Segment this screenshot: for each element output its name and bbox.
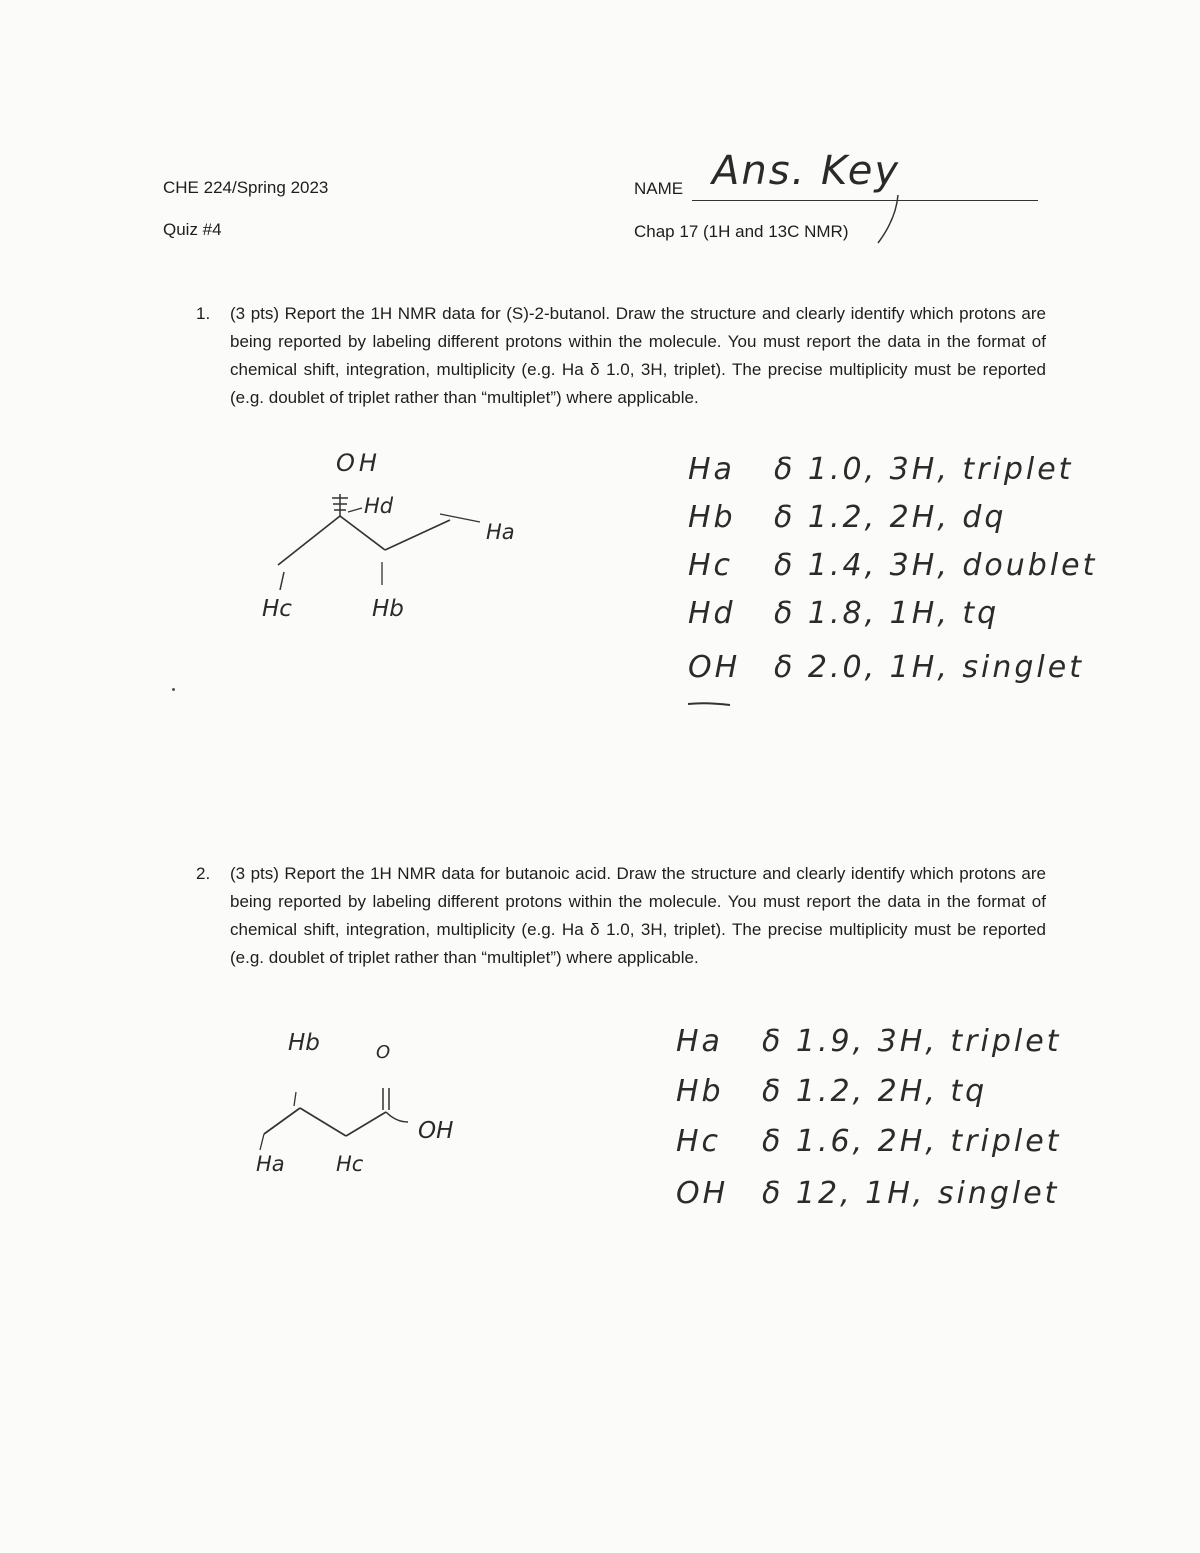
q1-answer-label: Hd	[688, 596, 736, 631]
q1-bond-c3-c4	[385, 520, 450, 550]
q2-answer-row	[676, 1074, 987, 1109]
q2-bond-c4-c3	[264, 1108, 300, 1134]
question-1	[196, 300, 1046, 412]
q1-answer-row	[688, 650, 1084, 685]
q2-answer-label: Ha	[676, 1024, 723, 1059]
q2-carbonyl-double-bond	[383, 1088, 389, 1110]
name-stroke-mark	[870, 185, 910, 255]
quiz-number: Quiz #4	[163, 220, 222, 239]
q1-label-oh: OH	[336, 449, 381, 477]
q1-structure-drawing	[250, 440, 570, 640]
q2-answer-label: Hb	[676, 1074, 724, 1109]
q2-answer-row	[676, 1176, 1059, 1211]
q2-answer-row	[676, 1024, 1061, 1059]
question-2-text: (3 pts) Report the 1H NMR data for butanoic acid. Draw the structure and clearly identify which protons are being reported by labeling different protons within the molecule. You must report the data in the format of chemical shift, integration, multiplicity (e.g. Ha δ 1.0, 3H, triplet). The precise multiplicity must be reported (e.g. doublet of triplet rather than “multiplet”) where applicable.	[230, 864, 1046, 967]
q1-answer-data: δ 1.4, 3H, doublet	[774, 548, 1098, 583]
q1-label-hc: Hc	[262, 596, 292, 622]
name-handwritten: Ans. Key	[712, 148, 901, 194]
q1-answer-row	[688, 548, 1097, 583]
course-title: CHE 224/Spring 2023	[163, 178, 329, 197]
q2-label-oh: OH	[418, 1118, 454, 1144]
q1-answer-label: OH	[688, 650, 741, 685]
q1-oh-underline	[682, 690, 742, 710]
q1-answer-row	[688, 452, 1073, 487]
q2-label-ha: Ha	[256, 1152, 285, 1176]
q2-bond-c3-c2	[300, 1108, 346, 1136]
q2-label-hb: Hb	[288, 1030, 320, 1056]
q1-bond-c1-c2	[278, 516, 340, 565]
q2-answer-data: δ 12, 1H, singlet	[762, 1176, 1060, 1211]
q1-label-ha: Ha	[486, 520, 515, 544]
q1-answer-label: Ha	[688, 452, 735, 487]
q1-hashed-wedge	[332, 494, 348, 516]
q1-answer-row	[688, 596, 999, 631]
q1-bond-c2-c3	[340, 516, 385, 550]
q1-answer-data: δ 1.8, 1H, tq	[774, 596, 1000, 631]
name-underline	[692, 200, 1038, 201]
q1-answer-data: δ 1.0, 3H, triplet	[774, 452, 1074, 487]
q1-label-hd: Hd	[364, 494, 394, 518]
question-2-number: 2.	[196, 864, 211, 883]
q2-label-o: O	[376, 1042, 391, 1063]
question-1-number: 1.	[196, 304, 211, 323]
q1-answer-label: Hb	[688, 500, 736, 535]
q2-bond-c2-c1	[346, 1112, 386, 1136]
question-1-text: (3 pts) Report the 1H NMR data for (S)-2-butanol. Draw the structure and clearly identify which protons are being reported by labeling different protons within the molecule. You must report the data in the format of chemical shift, integration, multiplicity (e.g. Ha δ 1.0, 3H, triplet). The precise multiplicity must be reported (e.g. doublet of triplet rather than “multiplet”) where applicable.	[230, 304, 1046, 407]
q2-answer-data: δ 1.6, 2H, triplet	[762, 1124, 1062, 1159]
q1-answer-row	[688, 500, 1006, 535]
q2-answer-label: OH	[676, 1176, 729, 1211]
q2-answer-data: δ 1.9, 3H, triplet	[762, 1024, 1062, 1059]
chapter-label: Chap 17 (1H and 13C NMR)	[634, 222, 849, 241]
q2-answer-data: δ 1.2, 2H, tq	[762, 1074, 988, 1109]
name-label: NAME	[634, 179, 684, 198]
q1-answer-data: δ 1.2, 2H, dq	[774, 500, 1007, 535]
q2-structure-drawing	[250, 1050, 490, 1200]
scan-dot	[172, 688, 175, 691]
q2-answer-label: Hc	[676, 1124, 722, 1159]
q2-answer-row	[676, 1124, 1061, 1159]
q1-answer-data: δ 2.0, 1H, singlet	[774, 650, 1084, 685]
q2-bond-c1-oh	[386, 1112, 408, 1122]
question-2	[196, 860, 1046, 972]
q1-label-hb: Hb	[372, 596, 404, 622]
q1-answer-label: Hc	[688, 548, 734, 583]
q2-label-hc: Hc	[336, 1152, 364, 1176]
